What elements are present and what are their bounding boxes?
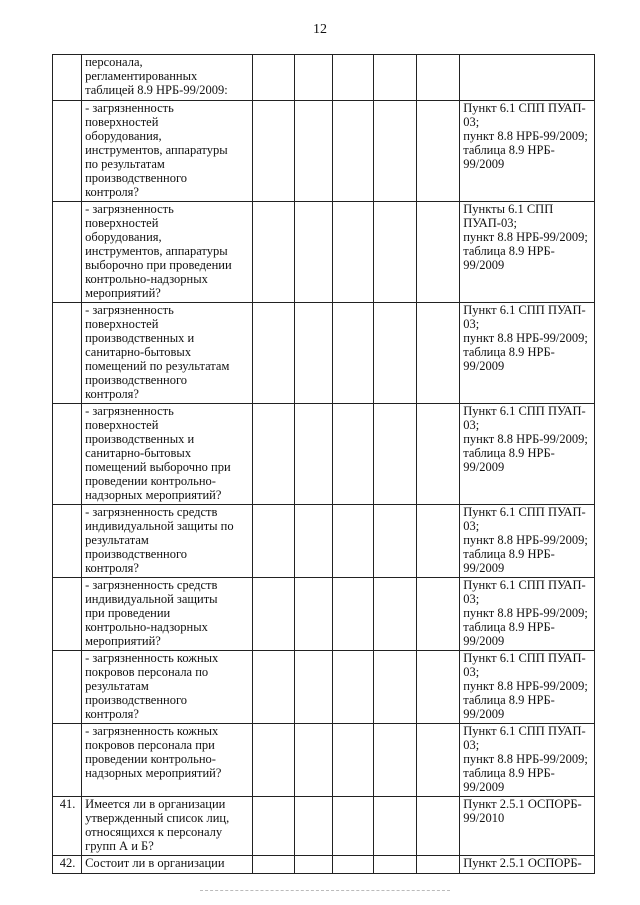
answer-cell xyxy=(417,303,460,404)
answer-cell xyxy=(333,578,374,651)
answer-cell xyxy=(253,55,295,101)
norm-reference-cell: Пункты 6.1 СПП ПУАП-03; пункт 8.8 НРБ-99/2009; таблица 8.9 НРБ- 99/2009 xyxy=(460,202,595,303)
answer-cell xyxy=(374,202,417,303)
answer-cell xyxy=(333,651,374,724)
norm-reference-cell: Пункт 6.1 СПП ПУАП- 03; пункт 8.8 НРБ-99/2009; таблица 8.9 НРБ- 99/2009 xyxy=(460,578,595,651)
answer-cell xyxy=(374,55,417,101)
question-cell: - загрязненность поверхностей производственных и санитарно-бытовых помещений по результатам производственного контроля? xyxy=(82,303,253,404)
row-number xyxy=(53,505,82,578)
answer-cell xyxy=(333,797,374,856)
answer-cell xyxy=(295,505,333,578)
table-row xyxy=(53,55,595,101)
row-number xyxy=(53,724,82,797)
answer-cell xyxy=(374,856,417,874)
answer-cell xyxy=(374,505,417,578)
answer-cell xyxy=(417,101,460,202)
answer-cell xyxy=(374,651,417,724)
answer-cell xyxy=(333,856,374,874)
row-number xyxy=(53,651,82,724)
answer-cell xyxy=(417,856,460,874)
row-number: 42. xyxy=(53,856,82,874)
answer-cell xyxy=(253,202,295,303)
norm-reference-cell: Пункт 6.1 СПП ПУАП- 03; пункт 8.8 НРБ-99/2009; таблица 8.9 НРБ- 99/2009 xyxy=(460,724,595,797)
table-row xyxy=(53,724,595,797)
table-row xyxy=(53,101,595,202)
answer-cell xyxy=(417,202,460,303)
answer-cell xyxy=(417,55,460,101)
row-number xyxy=(53,101,82,202)
question-cell: - загрязненность средств индивидуальной защиты при проведении контрольно-надзорных мероприятий? xyxy=(82,578,253,651)
answer-cell xyxy=(333,505,374,578)
answer-cell xyxy=(253,651,295,724)
norm-reference-cell: Пункт 2.5.1 ОСПОРБ- xyxy=(460,856,595,874)
answer-cell xyxy=(295,797,333,856)
answer-cell xyxy=(417,724,460,797)
answer-cell xyxy=(374,101,417,202)
answer-cell xyxy=(374,303,417,404)
answer-cell xyxy=(295,856,333,874)
answer-cell xyxy=(295,101,333,202)
answer-cell xyxy=(253,578,295,651)
norm-reference-cell: Пункт 6.1 СПП ПУАП- 03; пункт 8.8 НРБ-99/2009; таблица 8.9 НРБ- 99/2009 xyxy=(460,505,595,578)
answer-cell xyxy=(333,404,374,505)
answer-cell xyxy=(417,651,460,724)
row-number xyxy=(53,404,82,505)
row-number xyxy=(53,303,82,404)
question-cell: - загрязненность поверхностей оборудования, инструментов, аппаратуры по результатам производственного контроля? xyxy=(82,101,253,202)
question-cell: - загрязненность кожных покровов персонала по результатам производственного контроля? xyxy=(82,651,253,724)
answer-cell xyxy=(295,202,333,303)
table-row xyxy=(53,202,595,303)
norm-reference-cell: Пункт 2.5.1 ОСПОРБ- 99/2010 xyxy=(460,797,595,856)
page-number: 12 xyxy=(313,22,327,37)
row-number xyxy=(53,55,82,101)
answer-cell xyxy=(253,303,295,404)
answer-cell xyxy=(295,55,333,101)
answer-cell xyxy=(295,404,333,505)
answer-cell xyxy=(374,724,417,797)
table-row xyxy=(53,578,595,651)
answer-cell xyxy=(295,724,333,797)
norm-reference-cell: Пункт 6.1 СПП ПУАП- 03; пункт 8.8 НРБ-99/2009; таблица 8.9 НРБ- 99/2009 xyxy=(460,303,595,404)
norm-reference-cell: Пункт 6.1 СПП ПУАП- 03; пункт 8.8 НРБ-99/2009; таблица 8.9 НРБ- 99/2009 xyxy=(460,404,595,505)
answer-cell xyxy=(333,724,374,797)
table-row xyxy=(53,797,595,856)
question-cell: Состоит ли в организации xyxy=(82,856,253,874)
question-cell: - загрязненность средств индивидуальной защиты по результатам производственного контроля? xyxy=(82,505,253,578)
answer-cell xyxy=(333,101,374,202)
answer-cell xyxy=(374,578,417,651)
answer-cell xyxy=(253,724,295,797)
answer-cell xyxy=(374,404,417,505)
question-cell: Имеется ли в организации утвержденный список лиц, относящихся к персоналу групп А и Б? xyxy=(82,797,253,856)
answer-cell xyxy=(253,797,295,856)
answer-cell xyxy=(253,856,295,874)
answer-cell xyxy=(253,101,295,202)
question-cell: - загрязненность поверхностей производственных и санитарно-бытовых помещений выборочно при проведении контрольно- надзорных мероприятий? xyxy=(82,404,253,505)
table-row xyxy=(53,856,595,874)
answer-cell xyxy=(253,505,295,578)
answer-cell xyxy=(417,797,460,856)
norm-reference-cell: Пункт 6.1 СПП ПУАП- 03; пункт 8.8 НРБ-99/2009; таблица 8.9 НРБ- 99/2009 xyxy=(460,651,595,724)
norm-reference-cell: Пункт 6.1 СПП ПУАП- 03; пункт 8.8 НРБ-99/2009; таблица 8.9 НРБ- 99/2009 xyxy=(460,101,595,202)
row-number xyxy=(53,578,82,651)
table-row xyxy=(53,303,595,404)
table-row xyxy=(53,404,595,505)
question-cell: - загрязненность кожных покровов персонала при проведении контрольно- надзорных мероприятий? xyxy=(82,724,253,797)
question-cell: - загрязненность поверхностей оборудования, инструментов, аппаратуры выборочно при проведении контрольно-надзорных мероприятий? xyxy=(82,202,253,303)
answer-cell xyxy=(333,55,374,101)
norm-reference-cell xyxy=(460,55,595,101)
page-edge-line xyxy=(200,890,450,891)
answer-cell xyxy=(295,578,333,651)
row-number xyxy=(53,202,82,303)
checklist-table xyxy=(52,54,595,874)
row-number: 41. xyxy=(53,797,82,856)
question-cell: персонала, регламентированных таблицей 8.9 НРБ-99/2009: xyxy=(82,55,253,101)
answer-cell xyxy=(374,797,417,856)
table-row xyxy=(53,651,595,724)
answer-cell xyxy=(333,202,374,303)
answer-cell xyxy=(417,578,460,651)
answer-cell xyxy=(417,505,460,578)
answer-cell xyxy=(417,404,460,505)
answer-cell xyxy=(333,303,374,404)
table-row xyxy=(53,505,595,578)
answer-cell xyxy=(253,404,295,505)
answer-cell xyxy=(295,303,333,404)
answer-cell xyxy=(295,651,333,724)
